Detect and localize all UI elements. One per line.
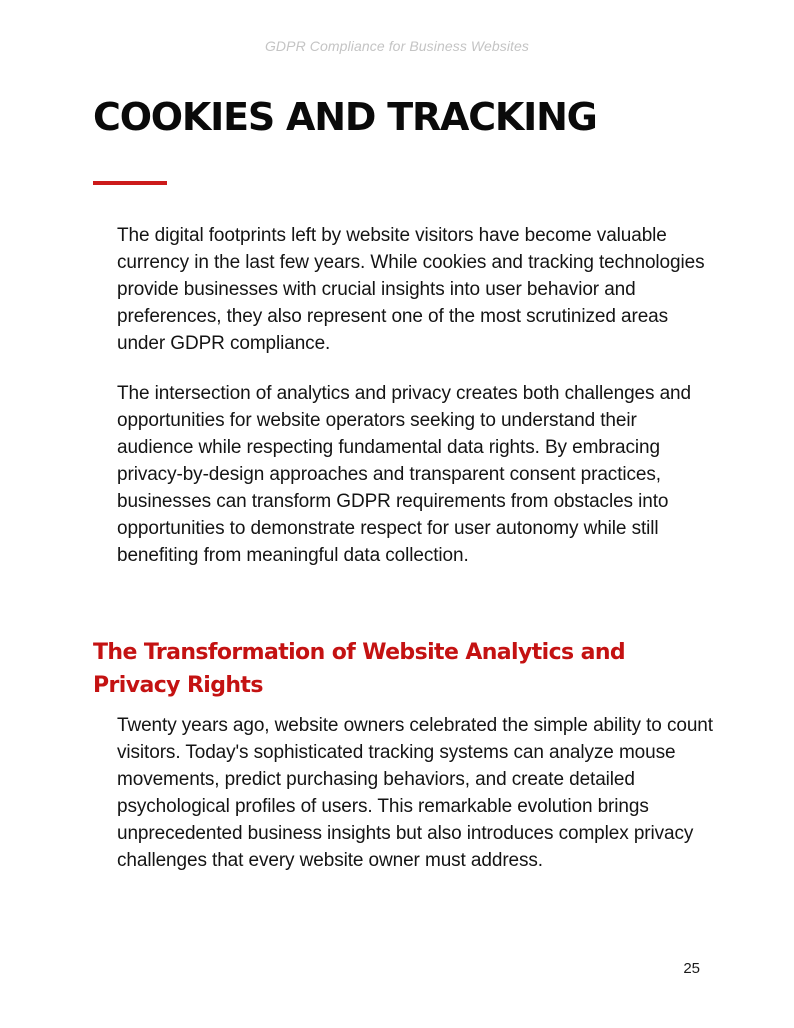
section-heading: The Transformation of Website Analytics and Privacy Rights [93, 640, 626, 698]
title-accent-rule [93, 181, 167, 185]
running-header: GDPR Compliance for Business Websites [264, 38, 530, 54]
intro-paragraph-1: The digital footprints left by website visitors have become valuable currency in the last few years. While cookies and tracking technologies provide businesses with crucial insights into user behavior and preferences, they also represent one of the most scrutinized areas under GDPR compliance. [117, 225, 705, 354]
page-number: 25 [683, 960, 700, 977]
section-paragraph-1: Twenty years ago, website owners celebrated the simple ability to count visitors. Today's sophisticated tracking systems can analyze mouse movements, predict purchasing behaviors, and create detailed psychological profiles of users. This remarkable evolution brings unprecedented business insights but also introduces complex privacy challenges that every website owner must address. [117, 715, 713, 871]
chapter-title: COOKIES AND TRACKING [93, 95, 597, 139]
intro-paragraph-2: The intersection of analytics and privacy creates both challenges and opportunities for website operators seeking to understand their audience while respecting fundamental data rights. By embracing privacy-by-design approaches and transparent consent practices, businesses can transform GDPR requirements from obstacles into opportunities to demonstrate respect for user autonomy while still benefiting from meaningful data collection. [117, 383, 691, 566]
